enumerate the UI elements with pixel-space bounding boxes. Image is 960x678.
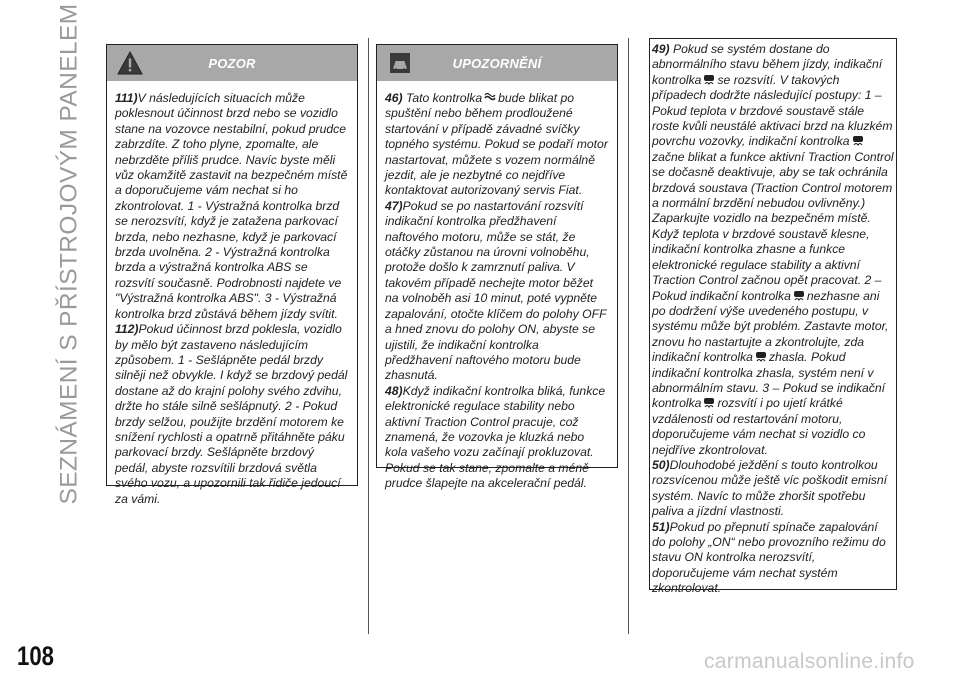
watermark: carmanualsonline.info xyxy=(704,650,915,673)
note-text-cont: rozsvítí i po ujetí krátké vzdálenosti od restartování motoru, doporučujeme vám nechat si vozidlo co nejdříve zkontrolovat. xyxy=(652,396,866,457)
note-number: 112) xyxy=(115,322,139,337)
note-text: Pokud se systém dostane do abnormálního stavu během jízdy, indikační kontrolka xyxy=(652,42,883,87)
warning-triangle-icon xyxy=(117,50,143,76)
pozor-title: POZOR xyxy=(208,55,256,71)
car-warning-icon xyxy=(387,50,413,76)
note-text: V následujících situacích může poklesnout účinnost brzd nebo se vozidlo stane na vozovce nestabilní, pokud prudce zabrzdíte. Z toho plyne, zpomalte, ale nebrzděte příliš prudce. Navíc byste měli vůz okamžitě zastavit na bezpečném místě a doporučujeme vám nechat si ho zkontrolovat. 1 - Výstražná kontrolka brzd se nerozsvítí, když je zatažena parkovací brzda, nebo nezhasne, když je parkovací brzda uvolněna. 2 - Výstražná kontrolka brzda a výstražná kontrolka ABS se rozsvítí současně. Podrobnosti najdete ve "Výstražná kontrolka ABS". 3 - Výstražná kontrolka brzd zůstává během jízdy svítit. xyxy=(115,91,348,321)
note-number: 49) xyxy=(652,42,670,56)
stability-control-icon xyxy=(793,290,805,301)
stability-control-icon xyxy=(703,74,715,85)
note-text-cont: nezhasne ani po dodržení výše uvedeného postupu, v systému může být problém. Zastavte motor, znovu ho nastartujte a zkontrolujte, zda indikační kontrolka xyxy=(652,288,889,365)
note-number: 46) xyxy=(385,91,403,105)
note-111 xyxy=(115,91,349,322)
note-number: 47) xyxy=(385,198,403,213)
note-text-cont: bude blikat po spuštění nebo během prodloužené startování v případě závadné svíčky topného systému. Pokud se podaří motor nastartovat, můžete s vozem normálně jezdit, ale je nezbytné co nejdříve kontaktovat autorizovaný servis Fiat. xyxy=(385,91,608,198)
glow-plug-icon xyxy=(484,92,496,103)
note-49 xyxy=(652,42,894,458)
upozorneni-title: UPOZORNĚNÍ xyxy=(452,55,542,71)
note-46 xyxy=(385,91,609,199)
note-50 xyxy=(652,458,894,520)
stability-control-icon xyxy=(755,351,767,362)
note-51 xyxy=(652,520,894,597)
note-text: Pokud po přepnutí spínače zapalování do polohy „ON“ nebo provozního režimu do stavu ON kontrolka nerozsvítí, doporučujeme vám nechat systém zkontrolovat. xyxy=(652,519,886,596)
note-112 xyxy=(115,322,349,507)
note-48 xyxy=(385,384,609,492)
chapter-title-text: SEZNÁMENÍ S PŘÍSTROJOVÝM PANELEM xyxy=(56,3,84,505)
stability-control-icon xyxy=(852,135,864,146)
stability-control-icon xyxy=(703,397,715,408)
pozor-header xyxy=(107,45,357,81)
notes-column-right xyxy=(649,38,897,596)
note-text: Pokud se po nastartování rozsvítí indikační kontrolka předžhavení naftového motoru, může se stát, že otáčky zůstanou na úrovni volnoběhu, protože došlo k zamrznutí paliva. V takovém případě nechejte motor běžet na volnoběh asi 10 minut, poté vypněte zapalování, otočte klíčem do polohy OFF a hned znovu do polohy ON, abyste se ujistili, že indikační kontrolka předžhavení naftového motoru bude zhasnutá. xyxy=(385,198,607,383)
note-number: 51) xyxy=(652,519,670,534)
note-text: Pokud účinnost brzd poklesla, vozidlo by mělo být zastaveno následujícím způsobem. 1 - Sešlápněte pedál brzdy silněji než obvykle. I když se brzdový pedál dostane až do krajní polohy svého zdvihu, držte ho stále silně sešlápnutý. 2 - Pokud brzdy selžou, použijte brzdění motorem ke snížení rychlosti a opatrně přitáhněte páku parkovací brzdy. Sešlápněte brzdový pedál, abyste rozsvítili brzdová světla svého vozu, a upozornili tak řidiče jedoucí za vámi. xyxy=(115,322,348,506)
note-number: 111) xyxy=(115,91,138,105)
note-text: Když indikační kontrolka bliká, funkce elektronické regulace stability nebo aktivní Traction Control pracuje, což znamená, že vozovka je kluzká nebo kola vašeho vozu začínají prokluzovat. Pokud se tak stane, zpomalte a méně prudce šlapejte na akcelerační pedál. xyxy=(385,383,606,491)
pozor-body xyxy=(107,81,357,507)
page-number: 108 xyxy=(17,641,54,671)
note-text-cont: se rozsvítí. V takových případech dodržte následující postupy: 1 – Pokud teplota v brzdové soustavě stále roste kvůli neustálé aktivaci brzd na kluzkém povrchu vozovky, indikační kontrolka xyxy=(652,72,893,149)
upozorneni-box xyxy=(376,44,618,491)
note-number: 50) xyxy=(652,457,670,472)
column-divider-left xyxy=(368,38,369,634)
upozorneni-header xyxy=(377,45,617,81)
chapter-title xyxy=(56,3,84,505)
upozorneni-body xyxy=(377,81,617,492)
note-text-cont: zhasla. Pokud indikační kontrolka zhasla, systém není v abnormálním stavu. 3 – Pokud se indikační kontrolka xyxy=(652,350,886,411)
note-number: 48) xyxy=(385,383,403,398)
note-text-cont: začne blikat a funkce aktivní Traction Control se dočasně deaktivuje, aby se tak ochránila brzdová soustava (Traction Control motorem a normální brzdění nebudou ovlivněny.) Zaparkujte vozidlo na bezpečném místě. Když teplota v brzdové soustavě klesne, indikační kontrolka zhasne a funkce elektronické regulace stability a aktivní Traction Control začnou opět pracovat. 2 – Pokud indikační kontrolka xyxy=(652,149,894,303)
note-47 xyxy=(385,199,609,384)
column-divider-right xyxy=(628,38,629,634)
note-text: Dlouhodobé ježdění s touto kontrolkou rozsvícenou může ještě víc poškodit emisní systém. Navíc to může zhoršit spotřebu paliva a jízdní vlastnosti. xyxy=(652,457,888,519)
pozor-box xyxy=(106,44,358,506)
note-text: Tato kontrolka xyxy=(406,91,483,105)
